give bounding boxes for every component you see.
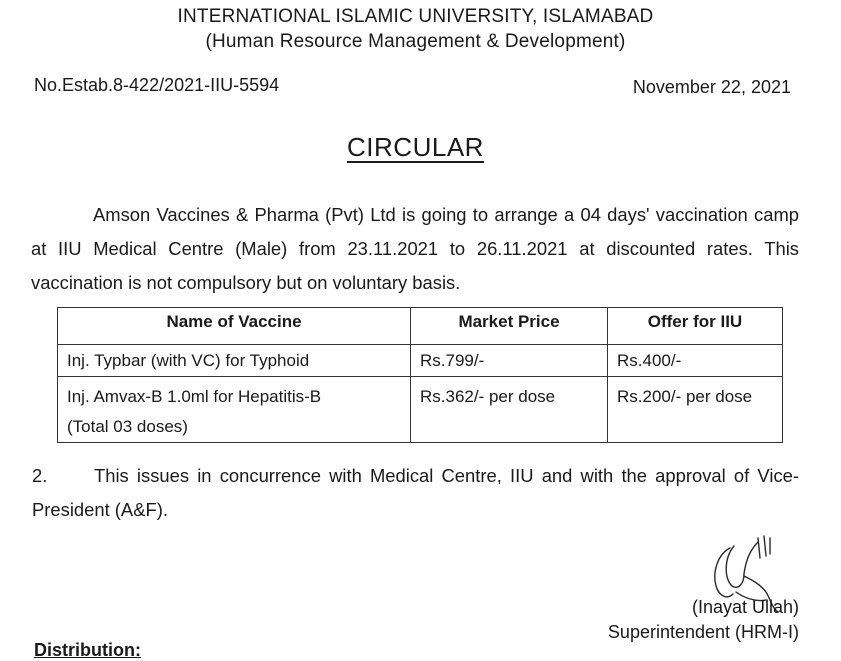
document-title: CIRCULAR: [347, 132, 484, 162]
offer-price-cell: Rs.200/- per dose: [608, 377, 783, 443]
paragraph-1-text: Amson Vaccines & Pharma (Pvt) Ltd is going to arrange a 04 days' vaccination camp at IIU Medical Centre (Male) from 23.11.2021 to 26.11.2021 at discounted rates. This vaccination is not compulsory but on voluntary basis.: [31, 204, 799, 293]
column-header-market-price: Market Price: [411, 308, 608, 345]
column-header-vaccine: Name of Vaccine: [58, 308, 411, 345]
table-row: [58, 377, 783, 443]
reference-number: No.Estab.8-422/2021-IIU-5594: [34, 75, 280, 95]
paragraph-2-number: 2.: [32, 465, 48, 486]
vaccine-name-cell: [58, 377, 411, 443]
market-price-cell: Rs.799/-: [411, 345, 608, 377]
column-header-offer: Offer for IIU: [608, 308, 783, 345]
vaccine-name: Inj. Amvax-B 1.0ml for Hepatitis-B: [67, 387, 322, 406]
paragraph-2-text: This issues in concurrence with Medical Centre, IIU and with the approval of Vice-President (A&F).: [32, 465, 799, 520]
vaccine-name-cell: [58, 345, 411, 377]
circular-date: November 22, 2021: [632, 77, 791, 97]
table-header-row: [58, 308, 783, 345]
table-row: [58, 345, 783, 377]
university-name: INTERNATIONAL ISLAMIC UNIVERSITY, ISLAMABAD: [177, 6, 654, 27]
vaccine-note: (Total 03 doses): [67, 417, 188, 436]
vaccine-name: Inj. Typbar (with VC) for Typhoid: [67, 351, 310, 370]
market-price-cell: Rs.362/- per dose: [411, 377, 608, 443]
department-name: (Human Resource Management & Development): [205, 31, 626, 52]
vaccine-table: [57, 307, 783, 443]
offer-price-cell: Rs.400/-: [608, 345, 783, 377]
signatory-name: (Inayat Ullah): [691, 597, 799, 617]
signatory-designation: Superintendent (HRM-I): [607, 622, 799, 642]
distribution-heading: Distribution:: [34, 640, 141, 660]
paragraph-1: [31, 198, 799, 300]
paragraph-2: [32, 459, 799, 527]
